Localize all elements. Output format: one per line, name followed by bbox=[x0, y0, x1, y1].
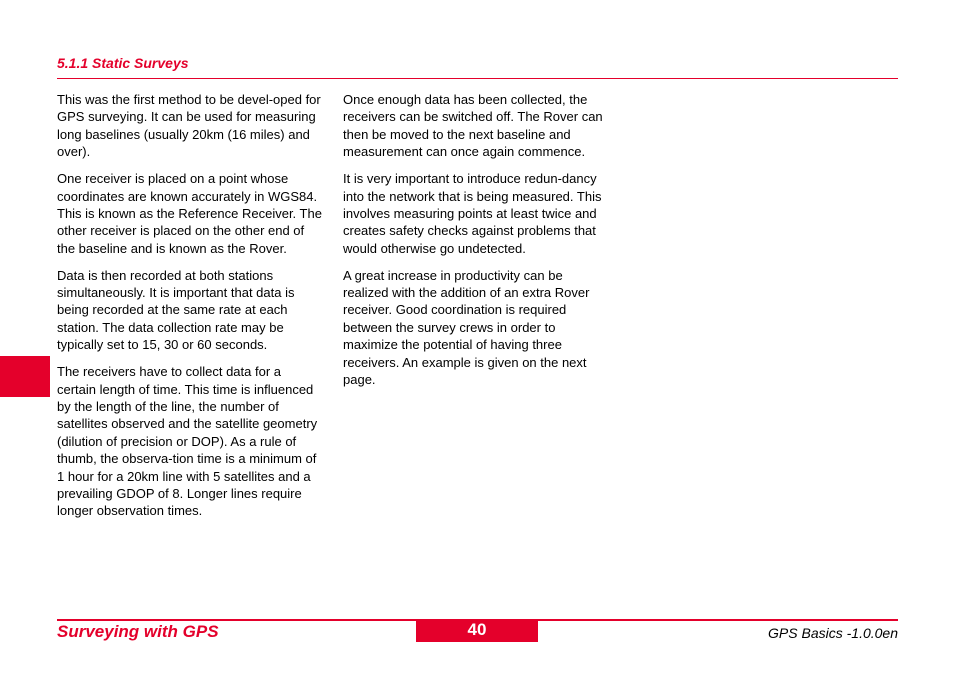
section-heading: 5.1.1 Static Surveys bbox=[57, 55, 189, 71]
paragraph: Once enough data has been collected, the receivers can be switched off. The Rover can then be moved to the next baseline and measurement can once again commence. bbox=[343, 92, 603, 160]
paragraph: The receivers have to collect data for a certain length of time. This time is influenced by the length of the line, the number of satellites observed and the satellite geometry (dilution of precision or DOP). As a rule of thumb, the observa-tion time is a minimum of 1 hour for a 20km line with 5 satellites and a prevailing GDOP of 8. Longer lines require longer observation times. bbox=[57, 364, 318, 519]
paragraph: A great increase in productivity can be realized with the addition of an extra Rover receiver. Good coordination is required between the survey crews in order to maximize the potential of having three receivers. An example is given on the next page. bbox=[343, 267, 590, 388]
paragraph: This was the first method to be devel-oped for GPS surveying. It can be used for measuring long baselines (usually 20km (16 miles) and over). bbox=[57, 92, 321, 160]
paragraph: One receiver is placed on a point whose coordinates are known accurately in WGS84. This is known as the Reference Receiver. The other receiver is placed on the other end of the baseline and is known as the Rover. bbox=[57, 171, 322, 256]
header-rule bbox=[57, 78, 898, 79]
footer-chapter-title: Surveying with GPS bbox=[57, 622, 219, 641]
footer-document-title: GPS Basics -1.0.0en bbox=[768, 625, 898, 641]
left-column bbox=[57, 91, 323, 529]
right-column bbox=[343, 91, 607, 398]
page-number: 40 bbox=[416, 620, 538, 642]
chapter-side-tab bbox=[0, 356, 50, 397]
paragraph: Data is then recorded at both stations simultaneously. It is important that data is being recorded at the same rate at each station. The data collection rate may be typically set to 15, 30 or 60 seconds. bbox=[57, 267, 295, 353]
paragraph: It is very important to introduce redun-dancy into the network that is being measured. This involves measuring points at least twice and creates safety checks against problems that would otherwise go undetected. bbox=[343, 171, 602, 256]
